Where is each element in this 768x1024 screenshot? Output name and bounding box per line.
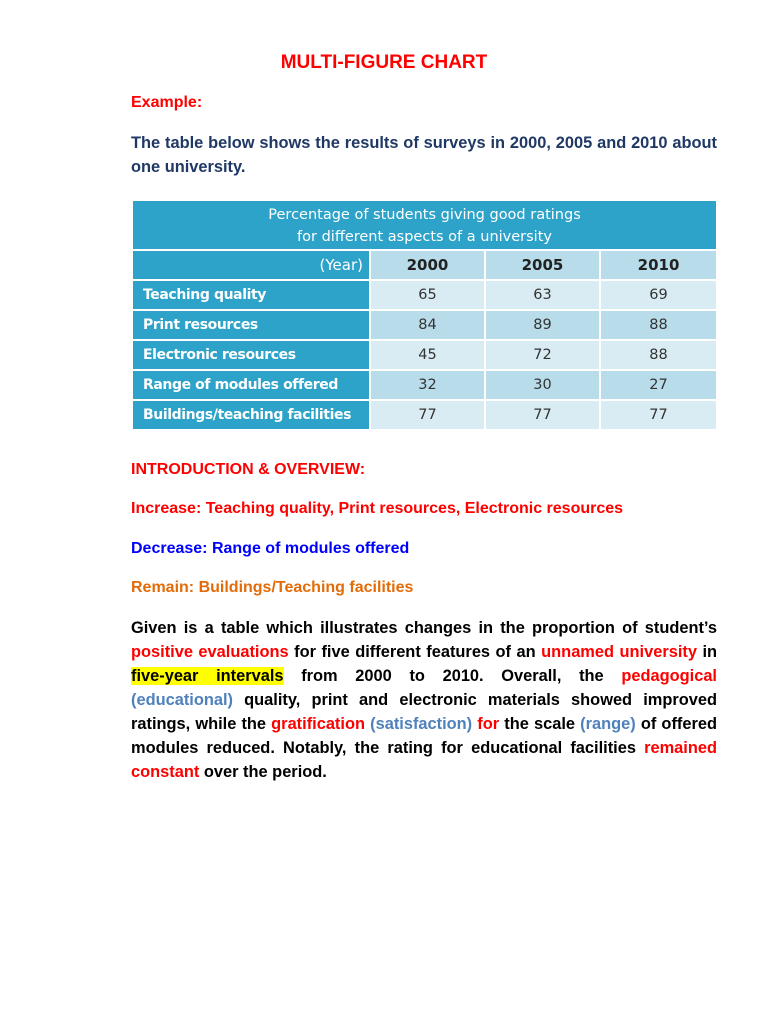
para-synonym: (educational) [131,691,233,709]
para-text: Given is a table which illustrates changes in the proportion of student’s [131,619,717,637]
table-caption-line1: Percentage of students giving good ratings [268,207,581,223]
para-text: quality, print and electronic materials showed improved ratings, while the [131,691,717,733]
overview-heading: INTRODUCTION & OVERVIEW: [131,461,366,478]
intro-text: The table below shows the results of surveys in 2000, 2005 and 2010 about one university. [131,134,717,176]
para-keyword: positive evaluations [131,643,289,661]
para-keyword: pedagogical [621,667,717,685]
table-year-header: 2010 [600,250,717,280]
row-label: Electronic resources [132,340,370,370]
table-cell: 89 [485,310,600,340]
para-text: in [696,643,718,661]
table-caption-line2: for different aspects of a university [297,229,552,245]
table-cell: 32 [370,370,485,400]
para-keyword: remained constant [131,739,717,781]
table-header-label: (Year) [132,250,370,280]
row-label: Buildings/teaching facilities [132,400,370,430]
table-row [132,340,717,370]
para-highlight: five-year intervals [131,667,284,685]
table-cell: 77 [485,400,600,430]
table-year-header: 2005 [485,250,600,280]
para-synonym: (range) [580,715,636,733]
para-keyword: gratification [271,715,365,733]
table-caption [132,200,717,250]
table-cell: 65 [370,280,485,310]
row-label: Teaching quality [132,280,370,310]
overview-decrease: Decrease: Range of modules offered [131,540,410,557]
table-row [132,310,717,340]
para-text: over the period. [199,763,327,781]
table-year-header: 2000 [370,250,485,280]
para-text: of offered modules reduced. Notably, the rating for educational facilities [131,715,717,757]
table-row [132,400,717,430]
table-cell: 30 [485,370,600,400]
table-cell: 69 [600,280,717,310]
row-label: Print resources [132,310,370,340]
table-cell: 27 [600,370,717,400]
overview-increase: Increase: Teaching quality, Print resources, Electronic resources [131,500,624,517]
para-keyword: for [477,715,500,733]
page-title: MULTI-FIGURE CHART [280,52,488,73]
example-label: Example: [131,94,203,111]
table-cell: 77 [600,400,717,430]
table-cell: 45 [370,340,485,370]
table-cell: 77 [370,400,485,430]
para-keyword: unnamed university [541,643,697,661]
row-label: Range of modules offered [132,370,370,400]
table-row [132,370,717,400]
table-cell: 88 [600,310,717,340]
overview-remain: Remain: Buildings/Teaching facilities [131,579,414,596]
table-cell: 63 [485,280,600,310]
para-text: from 2000 to 2010. Overall, the [283,667,622,685]
table-cell: 88 [600,340,717,370]
survey-table [131,199,718,431]
para-text: the scale [499,715,581,733]
para-text: for five different features of an [288,643,542,661]
summary-paragraph [131,616,717,784]
table-row [132,280,717,310]
table-cell: 84 [370,310,485,340]
para-synonym: (satisfaction) [370,715,473,733]
table-cell: 72 [485,340,600,370]
